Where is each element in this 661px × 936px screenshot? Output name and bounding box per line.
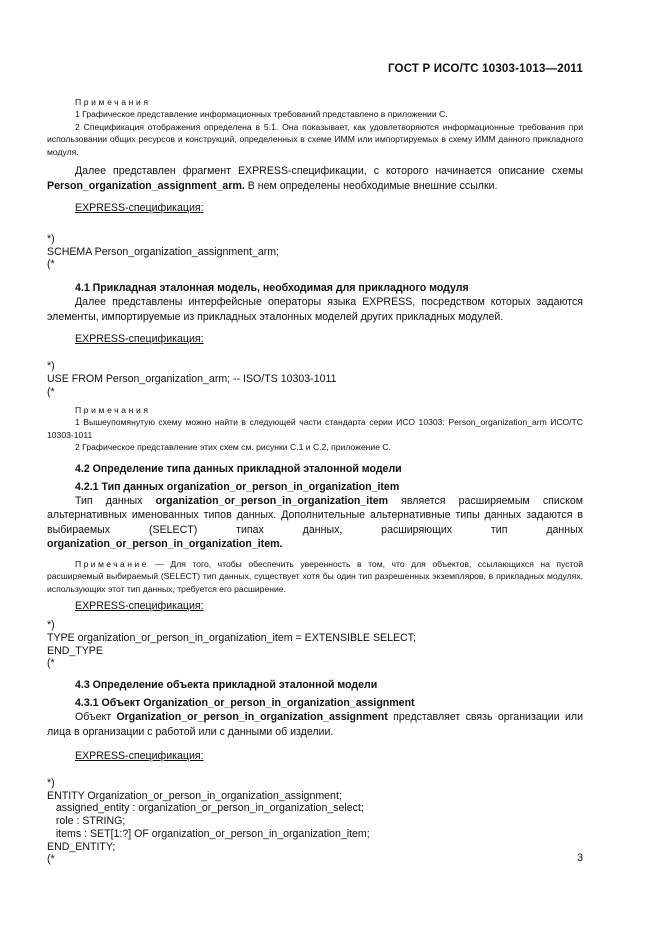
section-4-2-1-text: Тип данных organization_or_person_in_organization_item является расширяемым списком альтернативных именованных типов данных. Дополнительные альтернативные типы данных задаются в выбираемых (SELECT) типах данных, расширяющих тип данных organization_or_person_in_organization_item. [47,494,583,551]
notes-title: Примечания [75,405,151,416]
code-block-type: *) TYPE organization_or_person_in_organization_item = EXTENSIBLE SELECT; END_TYPE (* [47,619,416,670]
code-block-entity: *) ENTITY Organization_or_person_in_organization_assignment; assigned_entity : organization_or_person_in_organization_select; role : STRING; items : SET[1:?] OF organization_or_person_in_organization_item; END_ENTITY; (* [47,777,370,866]
note-1: 1 Графическое представление информационных требований представлено в приложении С. [75,109,448,119]
page-content [47,96,583,866]
section-4-1-text: Далее представлены интерфейсные операторы языка EXPRESS, посредством которых задаются элементы, импортируемые из прикладных эталонных моделей других прикладных модулей. [47,296,583,323]
page-number: 3 [577,852,583,864]
intro-paragraph: Далее представлен фрагмент EXPRESS-спецификации, с которого начинается описание схемы Person_organization_assignment_arm. В нем определены необходимые внешние ссылки. [47,165,583,192]
note-2: 2 Графическое представление этих схем см. рисунки С.1 и С.2, приложение С. [75,442,391,453]
express-label: EXPRESS-спецификация: [75,600,204,613]
section-4-3-1-text: Объект Organization_or_person_in_organization_assignment представляет связь организации или лица в организации с работой или с данными об изделии. [47,711,583,738]
standard-designation: ГОСТ Р ИСО/ТС 10303-1013—2011 [387,63,583,75]
type-note: Примечание — Для того, чтобы обеспечить уверенность в том, что для объектов, ссылающихся на пустой расширяемый выбираемый (SELECT) тип данных, существует хотя бы один тип разрешенных экземпляров, в прикладных модулях, использующих этот тип данных, требуется его расширение. [47,558,583,594]
code-block-use-from: *) USE FROM Person_organization_arm; -- ISO/TS 10303-1011 (* [47,360,337,398]
section-4-2-1-heading: 4.2.1 Тип данных organization_or_person_in_organization_item [75,480,400,493]
section-4-3-heading: 4.3 Определение объекта прикладной эталонной модели [75,679,378,692]
express-label: EXPRESS-спецификация: [75,333,204,346]
section-4-2-heading: 4.2 Определение типа данных прикладной эталонной модели [75,462,402,475]
schema-name: Person_organization_assignment_arm. [47,179,245,192]
express-label: EXPRESS-спецификация: [75,750,204,763]
section-4-1-heading: 4.1 Прикладная эталонная модель, необходимая для прикладного модуля [75,282,469,295]
note-2: 2 Спецификация отображения определена в 5.1. Она показывает, как удовлетворяются информационные требования при использовании общих ресурсов и конструкций, определенных в схеме ИММ или импортируемых в схему ИММ данного прикладного модуля. [47,121,583,157]
code-block-schema: *) SCHEMA Person_organization_assignment_arm; (* [47,233,280,271]
express-label: EXPRESS-спецификация: [75,202,204,214]
notes-title: Примечания [75,97,151,107]
note-1: 1 Вышеупомянутую схему можно найти в следующей части стандарта серии ИСО 10303: Person_organization_arm ИСО/ТС 10303-1011 [47,417,583,440]
section-4-3-1-heading: 4.3.1 Объект Organization_or_person_in_organization_assignment [75,697,415,710]
